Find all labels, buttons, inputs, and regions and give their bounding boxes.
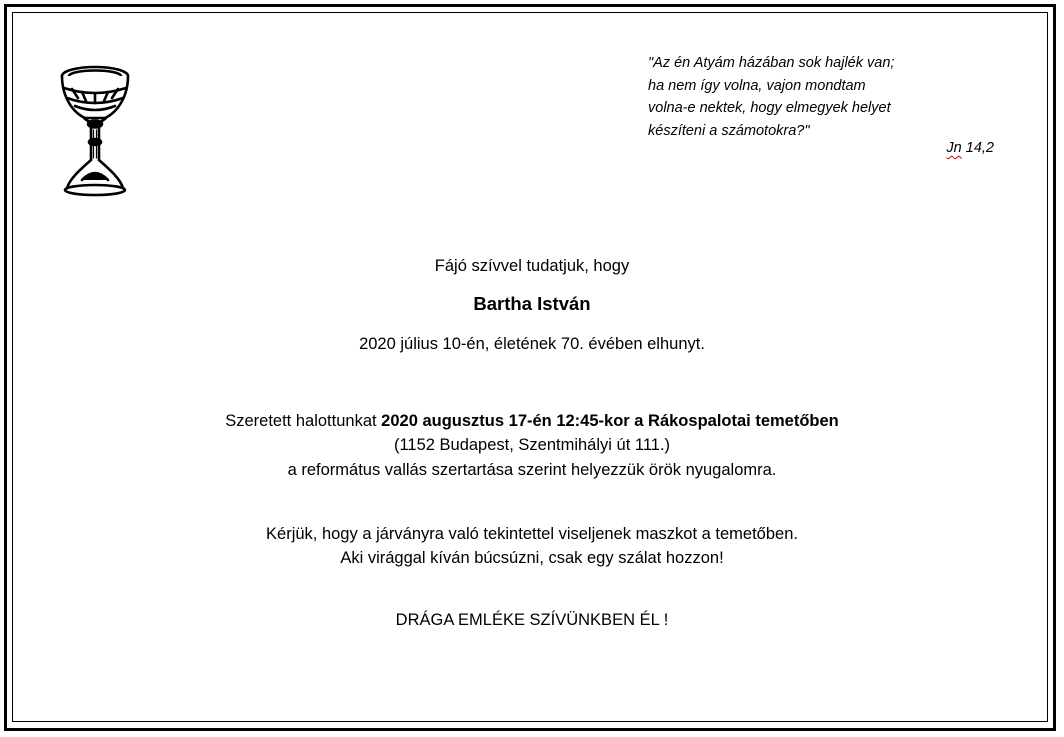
funeral-rite-text: a református vallás szertartása szerint helyezzük örök nyugalomra. bbox=[287, 461, 777, 479]
bible-verse bbox=[648, 52, 948, 142]
deceased-name: Bartha István bbox=[473, 293, 591, 314]
verse-line: készíteni a számotokra?" bbox=[648, 122, 810, 139]
intro-text: Fájó szívvel tudatjuk, hogy bbox=[434, 257, 630, 275]
verse-line: "Az én Atyám házában sok hajlék van; bbox=[648, 55, 895, 71]
funeral-time-line bbox=[0, 409, 1064, 433]
verse-reference-chapter: 14,2 bbox=[965, 140, 994, 156]
verse-line: volna-e nektek, hogy elmegyek helyet bbox=[648, 100, 891, 116]
verse-reference-book: Jn bbox=[946, 140, 962, 156]
funeral-datetime-place: 2020 augusztus 17-én 12:45-kor a Rákospalotai temetőben bbox=[381, 412, 839, 430]
closing-text: DRÁGA EMLÉKE SZÍVÜNKBEN ÉL ! bbox=[395, 611, 669, 629]
chalice-icon bbox=[58, 62, 132, 198]
flower-request-text: Aki virággal kíván búcsúzni, csak egy szálat hozzon! bbox=[340, 549, 724, 567]
cemetery-address: (1152 Budapest, Szentmihályi út 111.) bbox=[393, 436, 671, 454]
death-date-text: 2020 július 10-én, életének 70. évében elhunyt. bbox=[359, 335, 705, 353]
verse-reference bbox=[900, 138, 994, 158]
funeral-prefix: Szeretett halottunkat bbox=[225, 412, 382, 430]
mask-request-text: Kérjük, hogy a járványra való tekintettel viseljenek maszkot a temetőben. bbox=[266, 525, 798, 543]
verse-line: ha nem így volna, vajon mondtam bbox=[648, 77, 866, 94]
